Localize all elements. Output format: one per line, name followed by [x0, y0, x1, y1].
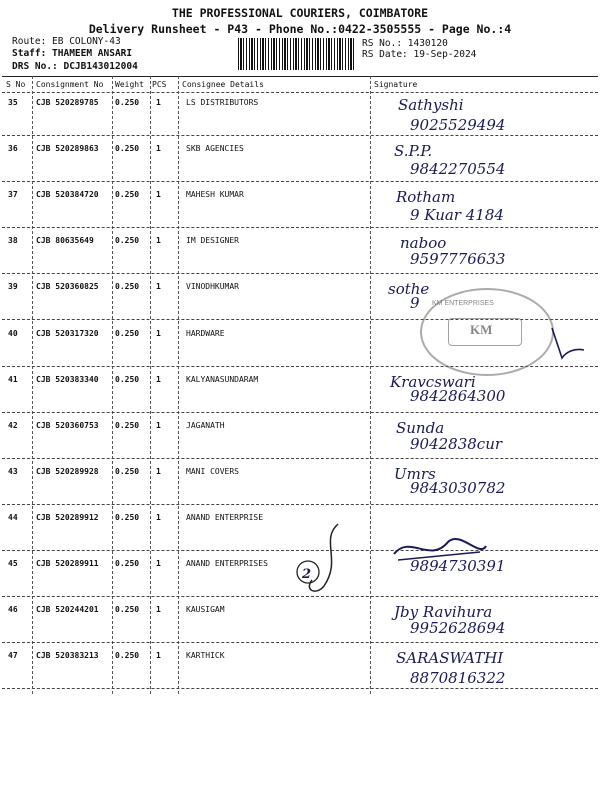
row-pcs: 1: [156, 559, 161, 568]
row-weight: 0.250: [115, 374, 140, 384]
stamp-text: KM: [470, 322, 493, 337]
staff-label: Staff: THAMEEM ANSARI: [12, 48, 133, 59]
rs-date: RS Date: 19-Sep-2024: [362, 49, 477, 60]
row-signature-phone: 9842864300: [410, 386, 506, 405]
row-pcs: 1: [156, 236, 161, 246]
row-pcs: 1: [156, 466, 161, 476]
signature-scribble: [548, 322, 588, 362]
row-consignee: VINODHKUMAR: [186, 282, 239, 292]
row-weight: 0.250: [115, 144, 140, 154]
row-consignment-no: CJB 520384720: [36, 190, 99, 200]
row-divider: [2, 181, 598, 182]
row-consignee: KARTHICK: [186, 651, 225, 661]
row-consignment-no: CJB 80635649: [36, 236, 94, 246]
row-consignee: ANAND ENTERPRISES: [186, 559, 268, 568]
row-sno: 40: [8, 328, 18, 338]
col-header-sno: S No: [6, 80, 26, 89]
row-signature-phone: 9842270554: [410, 160, 506, 179]
row-consignment-no: CJB 520289785: [36, 98, 99, 107]
row-pcs: 1: [156, 328, 161, 338]
row-consignee: MANI COVERS: [186, 466, 239, 476]
row-sno: 43: [8, 466, 18, 476]
row-sno: 44: [8, 512, 18, 522]
row-consignment-no: CJB 520244201: [36, 605, 99, 615]
row-signature: Kravcswari: [390, 372, 476, 391]
row-sno: 46: [8, 605, 18, 615]
row-consignment-no: CJB 520317320: [36, 328, 99, 338]
row-sno: 41: [8, 374, 18, 384]
row-consignment-no: CJB 520289911: [36, 559, 99, 568]
row-signature: S.P.P.: [394, 142, 433, 161]
row-sno: 47: [8, 651, 18, 661]
header-rule: [2, 92, 598, 93]
row-pcs: 1: [156, 420, 161, 430]
row-pcs: 1: [156, 605, 161, 615]
row-consignee: IM DESIGNER: [186, 236, 239, 246]
row-consignment-no: CJB 520289912: [36, 512, 99, 522]
row-signature-phone: 9042838cur: [410, 434, 503, 453]
row-consignee: JAGANATH: [186, 420, 225, 430]
row-signature-phone: 9: [410, 294, 420, 313]
row-divider: [2, 135, 598, 136]
row-signature-phone: 9025529494: [410, 116, 506, 134]
row-divider: [2, 273, 598, 274]
row-weight: 0.250: [115, 420, 140, 430]
row-consignee: LS DISTRIBUTORS: [186, 98, 259, 107]
col-divider: [178, 76, 179, 694]
row-signature: 9894730391: [410, 557, 506, 575]
row-signature: Sunda: [396, 418, 445, 437]
row-weight: 0.250: [115, 651, 140, 661]
row-divider: [2, 458, 598, 459]
row-signature: Umrs: [394, 464, 436, 483]
row-divider: [2, 412, 598, 413]
row-sno: 37: [8, 190, 18, 200]
row-consignment-no: CJB 520383340: [36, 374, 99, 384]
row-weight: 0.250: [115, 190, 140, 200]
rs-number: RS No.: 1430120: [362, 38, 448, 49]
col-header-consignee: Consignee Details: [182, 80, 264, 89]
row-signature: naboo: [400, 234, 447, 253]
row-consignment-no: CJB 520383213: [36, 651, 99, 661]
runsheet-title: Delivery Runsheet - P43 - Phone No.:0422-3505555 - Page No.:4: [88, 22, 512, 36]
signature-scribble: [390, 530, 490, 570]
row-consignee: KAUSIGAM: [186, 605, 225, 615]
row-divider: [2, 504, 598, 505]
row-weight: 0.250: [115, 236, 140, 246]
row-signature-phone: 8870816322: [410, 669, 506, 688]
row-consignee: HARDWARE: [186, 328, 225, 338]
row-sno: 36: [8, 144, 18, 154]
row45-circled-number: 2: [302, 567, 312, 582]
row-signature-phone: 9952628694: [410, 619, 506, 638]
row-divider: [2, 227, 598, 228]
col-divider: [150, 76, 151, 694]
row-signature-phone: 9 Kuar 4184: [410, 206, 504, 225]
row-sno: 42: [8, 420, 18, 430]
row-pcs: 1: [156, 282, 161, 292]
col-divider: [32, 76, 33, 694]
row-sno: 39: [8, 282, 18, 292]
row-pcs: 1: [156, 98, 161, 107]
row-consignee: MAHESH KUMAR: [186, 190, 244, 200]
row-divider: [2, 642, 598, 643]
row-pcs: 1: [156, 651, 161, 661]
handwritten-mark: [280, 520, 360, 600]
row-signature: Jby Ravihura: [394, 603, 493, 622]
barcode: [238, 38, 354, 70]
row-weight: 0.250: [115, 559, 140, 568]
col-divider: [370, 76, 371, 694]
row-signature: Rotham: [396, 188, 456, 207]
col-header-consignment: Consignment No: [36, 80, 104, 89]
row-signature-phone: 9597776633: [410, 250, 506, 269]
row-pcs: 1: [156, 512, 161, 522]
col-header-pcs: PCS: [152, 80, 167, 89]
row-pcs: 1: [156, 190, 161, 200]
row-signature: Sathyshi: [398, 96, 464, 114]
row-consignee: ANAND ENTERPRISE: [186, 512, 264, 522]
row-weight: 0.250: [115, 466, 140, 476]
row-consignment-no: CJB 520360753: [36, 420, 99, 430]
row-weight: 0.250: [115, 512, 140, 522]
route-label: Route: EB COLONY-43: [12, 36, 121, 47]
row-sno: 45: [8, 559, 18, 568]
row-consignee: SKB AGENCIES: [186, 144, 244, 154]
row-weight: 0.250: [115, 282, 140, 292]
row-consignment-no: CJB 520289928: [36, 466, 99, 476]
row-consignment-no: CJB 520289863: [36, 144, 99, 154]
row-sno: 35: [8, 98, 18, 107]
row-pcs: 1: [156, 144, 161, 154]
row-weight: 0.250: [115, 328, 140, 338]
row-weight: 0.250: [115, 605, 140, 615]
row-signature-phone: 9843030782: [410, 478, 506, 497]
row-consignment-no: CJB 520360825: [36, 282, 99, 292]
row-signature: sothe: [388, 280, 430, 299]
row-signature: SARASWATHI: [396, 649, 504, 668]
company-title: THE PROFESSIONAL COURIERS, COIMBATORE: [171, 6, 429, 20]
row-pcs: 1: [156, 374, 161, 384]
row-consignee: KALYANASUNDARAM: [186, 374, 259, 384]
table-top-rule: [2, 76, 598, 77]
col-header-weight: Weight: [115, 80, 144, 89]
stamp-ring-text: KM ENTERPRISES: [432, 300, 494, 307]
col-divider: [112, 76, 113, 694]
drs-number: DRS No.: DCJB143012004: [12, 61, 138, 72]
row-divider: [2, 688, 598, 689]
col-header-signature: Signature: [374, 80, 418, 89]
row-weight: 0.250: [115, 98, 140, 107]
row-sno: 38: [8, 236, 18, 246]
